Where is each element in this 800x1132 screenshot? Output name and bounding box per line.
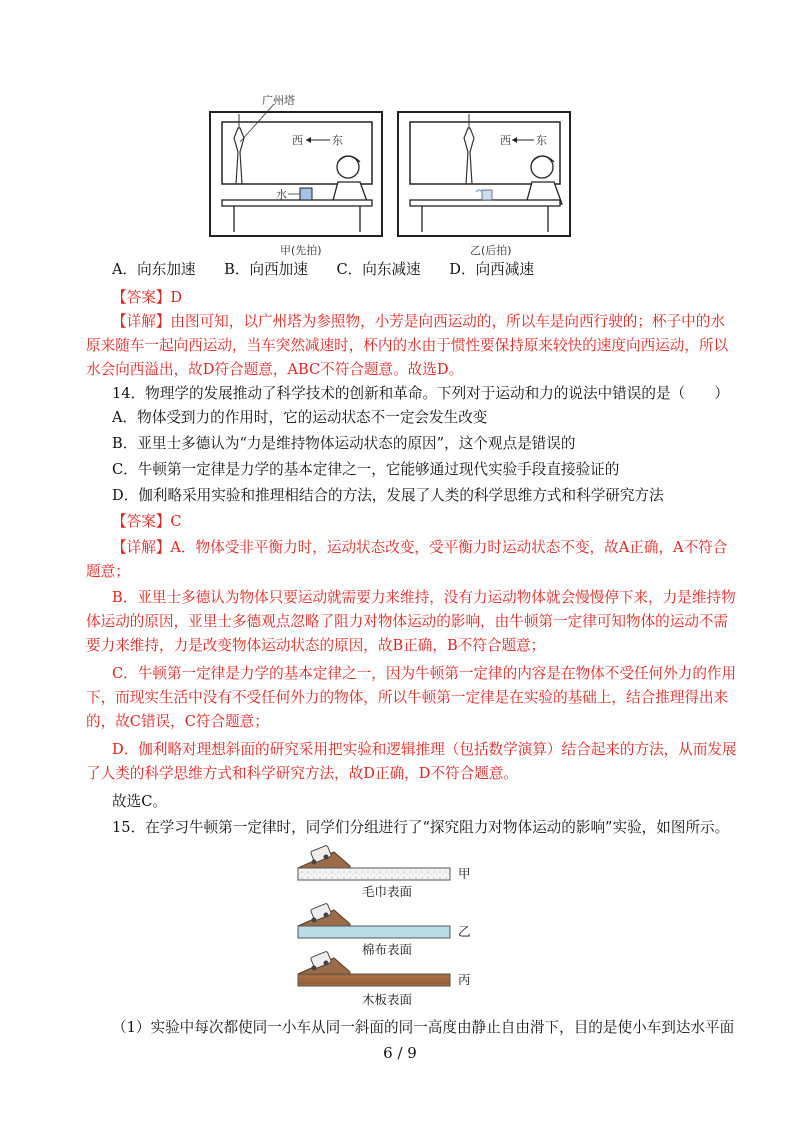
q13-option-d: D．向西减速: [449, 261, 534, 278]
page-number: 6 / 9: [383, 1044, 417, 1062]
q14-detail-line: 要力来维持，力是改变物体运动状态的原因，故B正确，B不符合题意；: [86, 637, 546, 654]
q14-answer: 【答案】C: [112, 513, 182, 530]
surface-towel: [298, 845, 450, 880]
q13-detail-line: 【详解】由图可知，以广州塔为参照物，小芳是向西运动的，所以车是向西行驶的；杯子中的水: [112, 313, 725, 330]
panel-b: [398, 112, 570, 257]
dir-east-b: 东: [536, 134, 547, 147]
panel-b-caption: 乙(后拍): [470, 244, 512, 257]
q13-answer: 【答案】D: [112, 289, 183, 306]
dir-west-b: 西: [500, 134, 511, 147]
q14-detail-line: 体运动的原因，亚里士多德观点忽略了阻力对物体运动的影响，由牛顿第一定律可知物体的运动不需: [86, 613, 729, 630]
q14-detail-line: 下，而现实生活中没有不受任何外力的物体，所以牛顿第一定律是在实验的基础上，结合推理得出来: [86, 689, 729, 706]
q14-detail-line: 了人类的科学思维方式和科学研究方法，故D正确，D不符合题意。: [86, 765, 519, 782]
q14-detail-line: 【详解】A．物体受非平衡力时，运动状态改变，受平衡力时运动状态不变，故A正确，A不符合: [112, 539, 728, 556]
q15-sub1: （1）实验中每次都使同一小车从同一斜面的同一高度由静止自由滑下，目的是使小车到达水平面: [112, 1019, 735, 1036]
dir-east-a: 东: [332, 134, 343, 147]
surface-name: 毛巾表面: [362, 884, 413, 899]
panel-a-caption: 甲(先拍): [280, 244, 322, 257]
q14-detail-line: 题意；: [86, 563, 130, 580]
q14-stem: 14．物理学的发展推动了科学技术的创新和革命。下列对于运动和力的说法中错误的是（ ）: [112, 385, 729, 402]
q14-conclusion: 故选C。: [112, 793, 167, 810]
water-label-a: 水: [276, 188, 287, 201]
tower-label: 广州塔: [262, 94, 295, 107]
q13-detail-line: 水会向西溢出，故D符合题意，ABC不符合题意。故选D。: [86, 361, 464, 378]
q13-option-a: A．向东加速: [112, 261, 196, 278]
q13-detail-line: 原来随车一起向西运动，当车突然减速时，杯内的水由于惯性要保持原来较快的速度向西运动，所以: [86, 337, 729, 354]
q13-options: [112, 260, 558, 280]
dir-west-a: 西: [292, 134, 303, 147]
q13-option-c: C．向东减速: [336, 261, 421, 278]
surface-cotton: [298, 903, 450, 938]
q14-detail-line: C．牛顿第一定律是力学的基本定律之一，因为牛顿第一定律的内容是在物体不受任何外力的作用: [112, 665, 737, 682]
q14-detail-line: 的，故C错误，C符合题意；: [86, 713, 269, 730]
surface-name: 木板表面: [362, 992, 413, 1007]
surface-tag: 甲: [458, 866, 471, 881]
q13-option-b: B．向西加速: [224, 261, 308, 278]
q14-option-a: A．物体受到力的作用时，它的运动状态不一定会发生改变: [112, 409, 488, 426]
q14-detail-line: D．伽利略对理想斜面的研究采用把实验和逻辑推理（包括数学演算）结合起来的方法，从而发展: [112, 741, 737, 758]
q15-stem: 15．在学习牛顿第一定律时，同学们分组进行了“探究阻力对物体运动的影响”实验，如图所示。: [112, 819, 730, 836]
surface-name: 棉布表面: [362, 942, 413, 957]
q14-detail-line: B．亚里士多德认为物体只要运动就需要力来维持，没有力运动物体就会慢慢停下来，力是维持物: [112, 589, 736, 606]
q14-option-c: C．牛顿第一定律是力学的基本定律之一，它能够通过现代实验手段直接验证的: [112, 461, 620, 478]
surface-tag: 丙: [458, 972, 471, 987]
q14-option-d: D．伽利略采用实验和推理相结合的方法，发展了人类的科学思维方式和科学研究方法: [112, 487, 664, 504]
surfaces-figure: [294, 840, 484, 1010]
q14-option-b: B．亚里士多德认为“力是维持物体运动状态的原因”，这个观点是错误的: [112, 435, 576, 452]
train-window-figure: [200, 92, 580, 262]
panel-a: [210, 93, 382, 257]
surface-tag: 乙: [458, 924, 471, 939]
